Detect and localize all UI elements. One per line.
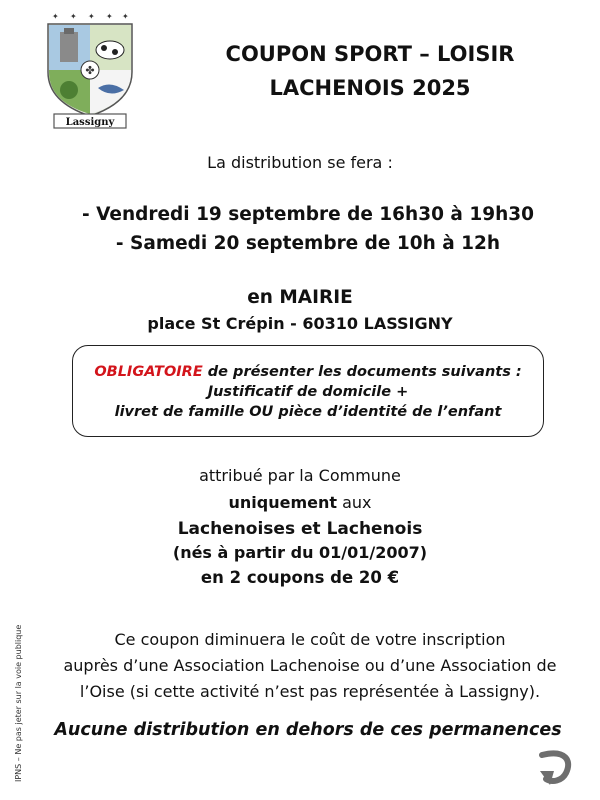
attribution-line-2	[0, 493, 600, 512]
paragraph-line-2: auprès d’une Association Lachenoise ou d’une Association de	[63, 656, 557, 675]
notice-line-2: Justificatif de domicile +	[207, 384, 409, 400]
required-documents-box	[72, 345, 544, 437]
attribution-line-5: en 2 coupons de 20 €	[200, 568, 400, 587]
obligatoire-label: OBLIGATOIRE	[94, 364, 203, 380]
location-address: place St Crépin - 60310 LASSIGNY	[147, 314, 453, 333]
location-place: en MAIRIE	[247, 287, 353, 308]
svg-text:✦: ✦	[122, 12, 129, 21]
paragraph-line-3: l’Oise (si cette activité n’est pas représentée à Lassigny).	[79, 682, 541, 701]
title-line-2: LACHENOIS 2025	[269, 76, 471, 100]
svg-text:✤: ✤	[85, 64, 95, 77]
ipns-side-note: IPNS – Ne pas jeter sur la voie publique	[14, 624, 23, 782]
attribution-line-3: Lachenoises et Lachenois	[177, 519, 423, 539]
attribution-line-4: (nés à partir du 01/01/2007)	[172, 543, 428, 562]
attribution-line-1: attribué par la Commune	[199, 466, 401, 485]
lassigny-crest-logo	[42, 10, 138, 132]
attribution-line-2-rest: aux	[337, 493, 372, 512]
notice-line-3: livret de famille OU pièce d’identité de l’enfant	[114, 404, 502, 420]
distribution-intro: La distribution se fera :	[207, 153, 393, 172]
paragraph-line-1: Ce coupon diminuera le coût de votre inscription	[114, 630, 506, 649]
svg-text:✦: ✦	[52, 12, 59, 21]
final-notice: Aucune distribution en dehors de ces permanences	[54, 720, 562, 740]
coupon-explanation	[40, 627, 580, 705]
attribution-uniquement: uniquement	[228, 493, 338, 512]
notice-line-1-rest: de présenter les documents suivants :	[202, 364, 522, 380]
svg-text:✦: ✦	[70, 12, 77, 21]
date-friday: - Vendredi 19 septembre de 16h30 à 19h30	[81, 204, 534, 225]
title-line-1: COUPON SPORT – LOISIR	[225, 42, 515, 66]
turn-page-arrow-icon	[536, 747, 576, 789]
notice-line-1	[73, 362, 543, 382]
svg-text:✦: ✦	[106, 12, 113, 21]
date-saturday: - Samedi 20 septembre de 10h à 12h	[115, 233, 501, 254]
crest-name: Lassigny	[65, 117, 115, 128]
svg-text:✦: ✦	[88, 12, 95, 21]
